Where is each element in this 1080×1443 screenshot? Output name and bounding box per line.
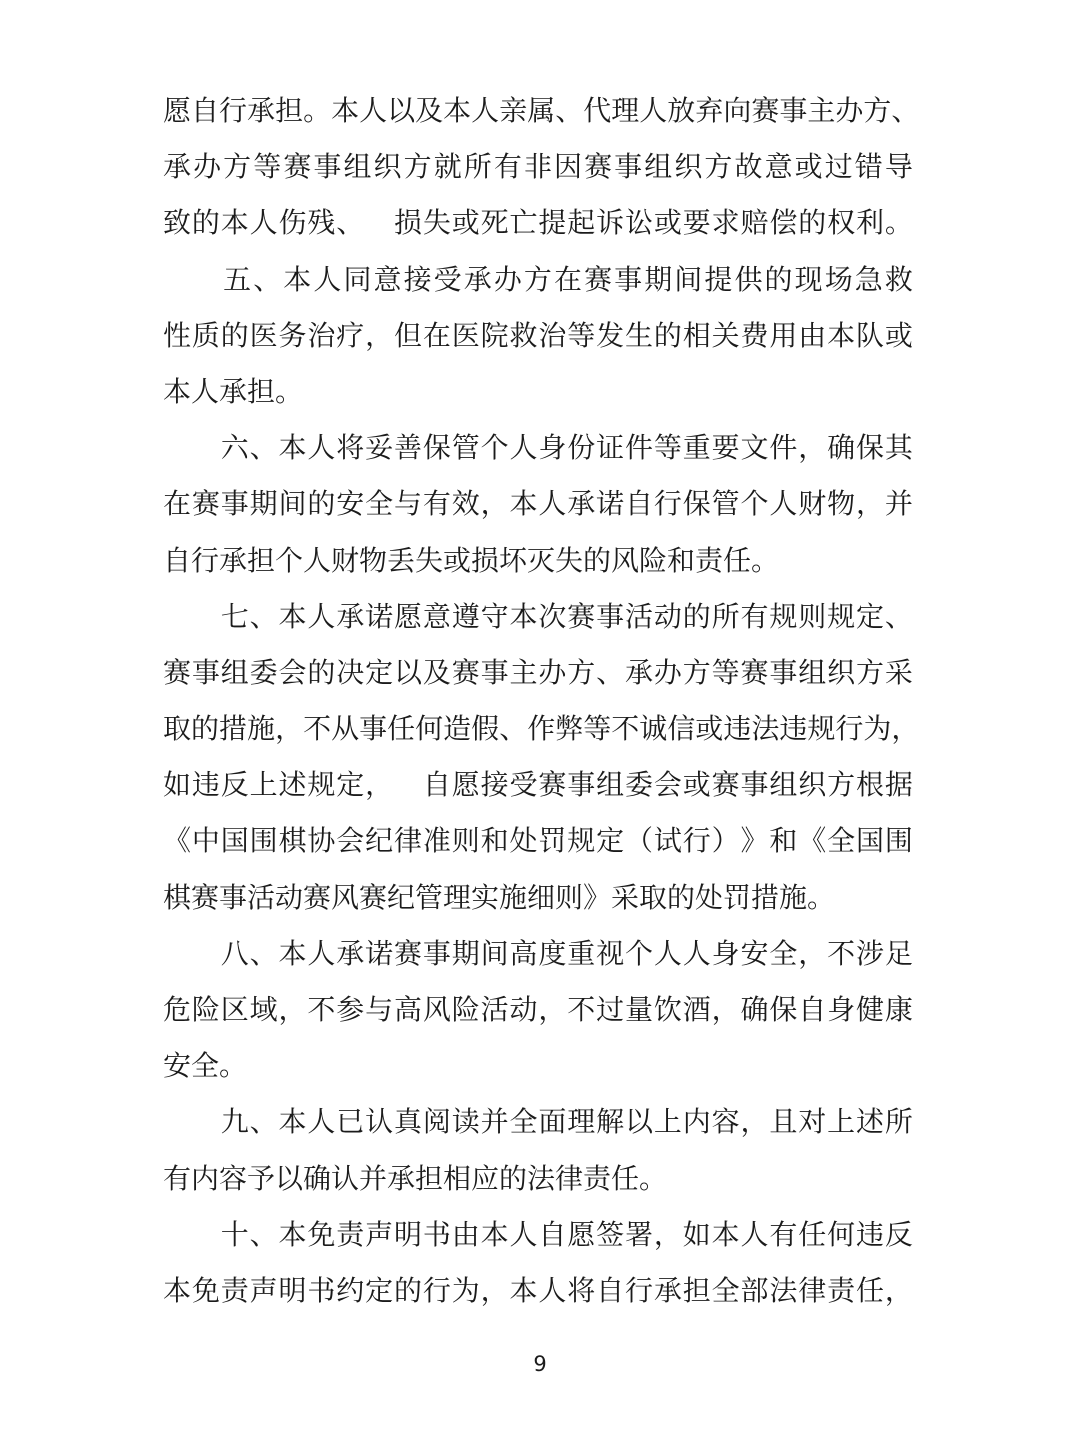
document-line: 九 、 本 人 已 认 真 阅 读 并 全 面 理 解 以 上 内 容 ， 且 对 上 述 所 — [220, 1105, 913, 1139]
document-body — [163, 83, 920, 1319]
document-line: 五 、 本 人 同 意 接 受 承 办 方 在 赛 事 期 间 提 供 的 现 场 急 救 — [223, 262, 913, 296]
page-number: 9 — [533, 1352, 547, 1376]
document-line: 七 、 本 人 承 诺 愿 意 遵 守 本 次 赛 事 活 动 的 所 有 规 则 规 定 、 — [220, 599, 913, 633]
document-line: 十 、 本 免 责 声 明 书 由 本 人 自 愿 签 署 ， 如 本 人 有 任 何 违 反 — [220, 1217, 913, 1251]
clause-4-continuation — [163, 83, 920, 252]
clause-10 — [163, 1207, 913, 1319]
document-line: 赛 事 组 委 会 的 决 定 以 及 赛 事 主 办 方 、 承 办 方 等 赛 事 组 织 方 采 — [163, 655, 913, 689]
document-line: 在 赛 事 期 间 的 安 全 与 有 效 ， 本 人 承 诺 自 行 保 管 个 人 财 物 ， 并 — [163, 487, 913, 521]
clause-8 — [163, 926, 913, 1095]
document-line: 性 质 的 医 务 治 疗 ， 但 在 医 院 救 治 等 发 生 的 相 关 费 用 由 本 队 或 — [163, 318, 913, 352]
document-line: 如 违 反 上 述 规 定 ， 自 愿 接 受 赛 事 组 委 会 或 赛 事 组 织 方 根 据 — [163, 768, 913, 802]
document-line: 安全。 — [163, 1049, 248, 1083]
document-line: 六 、 本 人 将 妥 善 保 管 个 人 身 份 证 件 等 重 要 文 件 ， 确 保 其 — [220, 431, 913, 465]
document-line: 《 中 国 围 棋 协 会 纪 律 准 则 和 处 罚 规 定 （ 试 行 ） 》 和 《 全 国 围 — [163, 824, 913, 858]
document-line: 危 险 区 域 ， 不 参 与 高 风 险 活 动 ， 不 过 量 饮 酒 ， 确 保 自 身 健 康 — [163, 993, 913, 1026]
clause-7 — [163, 589, 920, 926]
clause-5 — [163, 252, 913, 421]
clause-9 — [163, 1094, 913, 1206]
document-line: 致 的 本 人 伤 残 、 损 失 或 死 亡 提 起 诉 讼 或 要 求 赔 偿 的 权 利 。 — [163, 206, 913, 240]
document-line: 自行承担个人财物丢失或损坏灭失的风险和责任。 — [163, 543, 780, 577]
document-line: 本人承担。 — [163, 374, 304, 408]
document-line: 本 免 责 声 明 书 约 定 的 行 为 ， 本 人 将 自 行 承 担 全 部 法 律 责 任 ， — [163, 1273, 913, 1307]
document-line: 承 办 方 等 赛 事 组 织 方 就 所 有 非 因 赛 事 组 织 方 故 意 或 过 错 导 — [163, 150, 913, 184]
clause-6 — [163, 420, 913, 589]
document-line: 棋赛事活动赛风赛纪管理实施细则》采取的处罚措施。 — [163, 880, 836, 914]
document-line: 八 、 本 人 承 诺 赛 事 期 间 高 度 重 视 个 人 人 身 安 全 ， 不 涉 足 — [220, 936, 913, 970]
document-line: 有内容予以确认并承担相应的法律责任。 — [163, 1161, 668, 1195]
document-line: 愿 自 行 承 担 。 本 人 以 及 本 人 亲 属 、 代 理 人 放 弃 向 赛 事 主 办 方 、 — [163, 94, 920, 127]
document-line: 取 的 措 施 ， 不 从 事 任 何 造 假 、 作 弊 等 不 诚 信 或 违 法 违 规 行 为 ， — [163, 712, 920, 746]
